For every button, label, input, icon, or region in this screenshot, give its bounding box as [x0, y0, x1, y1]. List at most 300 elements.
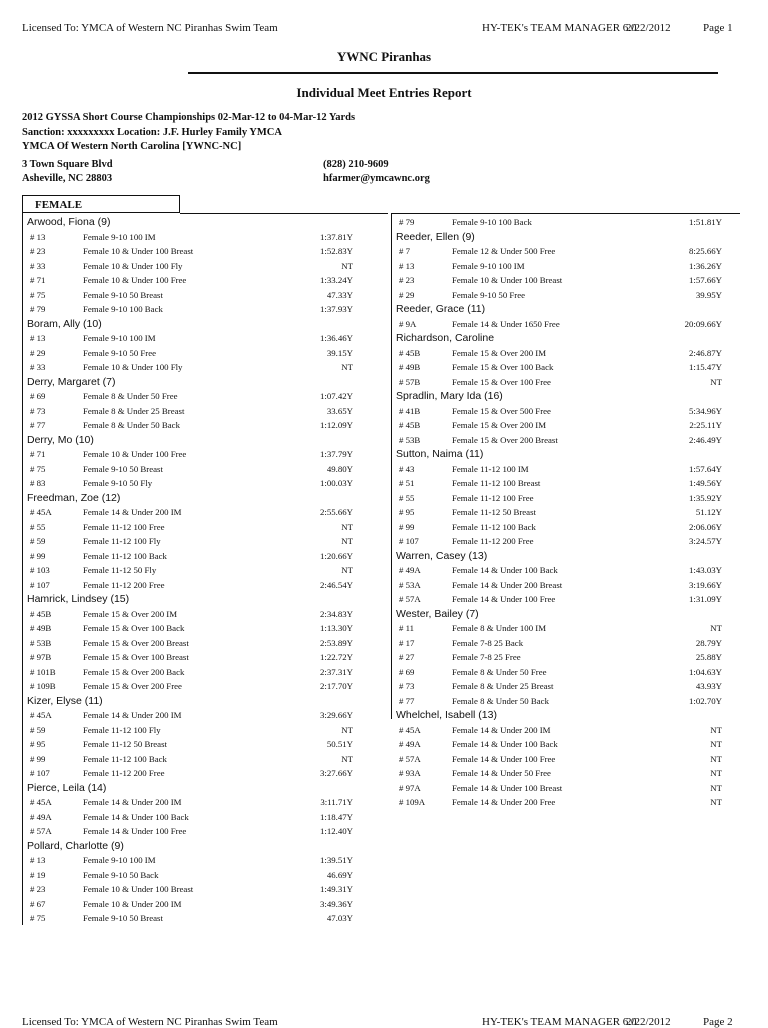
entry-seed-time: 1:02.70Y	[689, 695, 722, 706]
entry-event-number: # 97B	[30, 652, 52, 662]
entry-event-number: # 75	[30, 913, 46, 923]
entry-seed-time: 2:46.87Y	[689, 347, 722, 358]
entry-row	[392, 273, 757, 288]
entry-seed-time: 50.51Y	[326, 739, 353, 749]
entry-event-number: # 107	[30, 768, 50, 778]
entry-event-description: Female 10 & Under 100 Fly	[83, 362, 183, 372]
entry-event-description: Female 11-12 100 Breast	[452, 478, 541, 488]
entry-event-description: Female 11-12 50 Breast	[83, 739, 167, 749]
entry-seed-time: 3:11.71Y	[320, 797, 353, 807]
entry-seed-time: 1:57.66Y	[689, 275, 722, 285]
entry-row	[23, 853, 388, 868]
entry-seed-time: 46.69Y	[326, 869, 353, 880]
entry-row	[392, 360, 757, 375]
entry-event-description: Female 14 & Under 200 Free	[452, 797, 556, 807]
entry-event-number: # 41B	[399, 405, 421, 416]
address-line-1: 3 Town Square Blvd	[22, 159, 113, 170]
entry-row	[392, 404, 757, 419]
entry-event-description: Female 9-10 50 Breast	[83, 913, 163, 923]
entry-row	[23, 505, 388, 520]
entry-row	[392, 288, 757, 303]
entry-row	[23, 563, 388, 578]
entry-event-description: Female 9-10 50 Back	[83, 869, 159, 880]
entry-event-description: Female 14 & Under 100 Free	[452, 594, 556, 604]
entry-row	[23, 534, 388, 549]
entry-event-description: Female 14 & Under 100 Free	[452, 753, 556, 764]
entry-event-description: Female 14 & Under 100 Back	[452, 565, 558, 575]
entry-event-number: # 75	[30, 289, 46, 300]
entry-event-number: # 83	[30, 478, 46, 488]
entry-event-number: # 99	[30, 753, 46, 764]
entry-event-number: # 51	[399, 478, 415, 488]
entry-row	[23, 302, 388, 317]
entry-event-description: Female 9-10 100 IM	[83, 231, 156, 242]
entry-event-description: Female 11-12 100 Back	[83, 550, 167, 561]
entry-event-description: Female 14 & Under 100 Breast	[452, 782, 563, 793]
entry-seed-time: 1:52.83Y	[320, 246, 353, 256]
entry-event-description: Female 11-12 200 Free	[83, 768, 165, 778]
entry-event-description: Female 14 & Under 200 IM	[83, 710, 182, 720]
entry-event-number: # 45B	[399, 420, 421, 430]
entry-event-description: Female 7-8 25 Back	[452, 637, 524, 648]
entry-row	[23, 578, 388, 593]
entry-event-number: # 23	[399, 275, 415, 285]
entry-event-description: Female 15 & Over 500 Free	[452, 405, 551, 416]
entry-event-number: # 53A	[399, 579, 421, 590]
phone: (828) 210-9609	[323, 159, 389, 170]
entry-seed-time: 47.03Y	[326, 913, 353, 923]
entry-seed-time: 1:18.47Y	[320, 811, 353, 822]
swimmer-name: Reeder, Grace (11)	[396, 303, 486, 315]
entry-event-description: Female 11-12 100 IM	[452, 463, 529, 474]
entry-event-number: # 13	[399, 260, 415, 271]
entry-seed-time: NT	[341, 260, 353, 271]
entry-event-description: Female 11-12 200 Free	[83, 579, 165, 590]
entry-event-description: Female 14 & Under 200 IM	[83, 797, 182, 807]
entry-row	[23, 462, 388, 477]
entry-row	[392, 346, 757, 361]
entry-seed-time: NT	[341, 565, 353, 575]
entry-row	[392, 621, 757, 636]
entry-event-number: # 77	[399, 695, 415, 706]
entry-event-description: Female 11-12 100 Back	[452, 521, 536, 532]
entry-event-description: Female 14 & Under 200 IM	[452, 724, 551, 735]
entry-event-description: Female 10 & Under 100 Breast	[452, 275, 563, 285]
entry-seed-time: 1:31.09Y	[689, 594, 722, 604]
entry-seed-time: NT	[710, 768, 722, 778]
entry-event-description: Female 15 & Over 100 Back	[452, 362, 554, 372]
entry-event-description: Female 9-10 50 Breast	[83, 289, 163, 300]
entry-event-number: # 45A	[399, 724, 421, 735]
entry-event-number: # 73	[30, 405, 46, 416]
entry-event-number: # 43	[399, 463, 415, 474]
entry-event-number: # 75	[30, 463, 46, 474]
entry-event-description: Female 9-10 50 Free	[83, 347, 157, 358]
entry-event-description: Female 9-10 50 Fly	[83, 478, 153, 488]
swimmer-name: Richardson, Caroline	[396, 332, 495, 344]
entry-row	[23, 708, 388, 723]
entry-event-number: # 59	[30, 724, 46, 735]
entry-seed-time: NT	[341, 753, 353, 764]
entry-event-number: # 71	[30, 275, 46, 285]
header-rule	[188, 72, 718, 74]
entry-seed-time: 2:53.89Y	[320, 637, 353, 648]
entry-seed-time: 20:09.66Y	[684, 318, 722, 329]
entry-row	[392, 665, 757, 680]
entry-event-number: # 49A	[30, 811, 52, 822]
entry-seed-time: 1:36.26Y	[689, 260, 722, 271]
entry-seed-time: 3:24.57Y	[689, 536, 722, 546]
swimmer-name: Whelchel, Isabell (13)	[396, 709, 497, 721]
entry-event-number: # 57B	[399, 376, 421, 387]
entry-row	[23, 795, 388, 810]
entry-row	[392, 375, 757, 390]
entry-row	[23, 897, 388, 912]
entry-seed-time: NT	[710, 739, 722, 749]
entry-row	[392, 317, 757, 332]
entry-event-description: Female 15 & Over 200 Free	[83, 681, 182, 691]
entry-seed-time: 8:25.66Y	[689, 246, 722, 256]
meet-sanction: Sanction: xxxxxxxxx Location: J.F. Hurley Family YMCA	[22, 127, 282, 138]
entry-event-number: # 33	[30, 260, 46, 271]
entry-row	[392, 694, 757, 709]
swimmer-name: Pollard, Charlotte (9)	[27, 839, 124, 852]
entry-event-number: # 9A	[399, 318, 417, 329]
swimmer-name: Kizer, Elyse (11)	[27, 694, 103, 707]
entry-row	[392, 781, 757, 796]
entry-event-number: # 49A	[399, 739, 421, 749]
entry-event-description: Female 14 & Under 200 Breast	[452, 579, 563, 590]
entry-row	[23, 723, 388, 738]
entry-row	[23, 404, 388, 419]
entry-row	[23, 868, 388, 883]
entry-row	[392, 592, 757, 607]
entry-event-description: Female 11-12 200 Free	[452, 536, 534, 546]
entry-seed-time: 2:06.06Y	[689, 521, 722, 532]
entry-event-description: Female 11-12 100 Fly	[83, 536, 161, 546]
swimmer-name: Hamrick, Lindsey (15)	[27, 593, 130, 605]
entry-seed-time: 1:35.92Y	[689, 492, 722, 503]
entry-event-number: # 53B	[399, 434, 421, 445]
entry-event-description: Female 9-10 100 Back	[452, 217, 532, 227]
entry-event-description: Female 11-12 50 Breast	[452, 507, 536, 517]
swimmer-name: Reeder, Ellen (9)	[396, 230, 475, 243]
entry-seed-time: 1:49.56Y	[689, 478, 722, 488]
entry-event-number: # 19	[30, 869, 46, 880]
entry-row	[392, 636, 757, 651]
entry-seed-time: 47.33Y	[326, 289, 353, 300]
entry-event-description: Female 11-12 100 Back	[83, 753, 167, 764]
software-name: HY-TEK's TEAM MANAGER 6.0	[482, 22, 637, 34]
entry-seed-time: 1:07.42Y	[320, 391, 353, 401]
entry-event-description: Female 14 & Under 200 IM	[83, 507, 182, 517]
swimmer-name: Pierce, Leila (14)	[27, 781, 107, 794]
entry-event-number: # 17	[399, 637, 415, 648]
entry-seed-time: 1:37.93Y	[320, 304, 353, 314]
entry-row	[23, 621, 388, 636]
entry-seed-time: 28.79Y	[695, 637, 722, 648]
footer-page-number: Page 2	[703, 1016, 733, 1028]
entry-seed-time: 1:20.66Y	[320, 550, 353, 561]
entry-row	[392, 534, 757, 549]
entry-event-description: Female 15 & Over 100 Free	[452, 376, 551, 387]
entry-row	[23, 273, 388, 288]
entry-seed-time: 3:29.66Y	[320, 710, 353, 720]
entry-row	[392, 433, 757, 448]
swimmer-name: Spradlin, Mary Ida (16)	[396, 390, 503, 402]
entry-seed-time: 1:12.09Y	[320, 420, 353, 430]
entry-event-description: Female 8 & Under 25 Breast	[452, 681, 554, 691]
entry-event-description: Female 8 & Under 50 Back	[452, 695, 549, 706]
entry-event-number: # 79	[399, 217, 415, 227]
entry-seed-time: NT	[341, 536, 353, 546]
entry-seed-time: 2:25.11Y	[689, 420, 722, 430]
entry-event-number: # 45B	[399, 347, 421, 358]
entry-row	[392, 505, 757, 520]
entry-event-number: # 95	[30, 739, 46, 749]
report-title: Individual Meet Entries Report	[296, 85, 472, 100]
entry-row	[23, 346, 388, 361]
entry-seed-time: 2:46.54Y	[320, 579, 353, 590]
entry-event-description: Female 10 & Under 100 Free	[83, 449, 187, 459]
entry-seed-time: 3:27.66Y	[320, 768, 353, 778]
entry-event-number: # 45A	[30, 797, 52, 807]
entry-event-description: Female 15 & Over 200 Breast	[83, 637, 189, 648]
entry-row	[23, 665, 388, 680]
swimmer-name: Wester, Bailey (7)	[396, 607, 479, 620]
entry-event-description: Female 15 & Over 100 Breast	[83, 652, 189, 662]
entry-event-description: Female 11-12 100 Free	[83, 521, 165, 532]
entry-row	[392, 476, 757, 491]
entry-row	[23, 911, 388, 926]
entry-event-number: # 23	[30, 246, 46, 256]
entry-event-number: # 11	[399, 623, 415, 633]
entry-seed-time: 2:17.70Y	[320, 681, 353, 691]
entry-event-description: Female 15 & Over 200 IM	[83, 608, 178, 619]
entry-event-description: Female 8 & Under 100 IM	[452, 623, 547, 633]
entry-row	[392, 578, 757, 593]
entry-seed-time: 3:19.66Y	[689, 579, 722, 590]
entry-event-number: # 73	[399, 681, 415, 691]
entry-event-number: # 101B	[30, 666, 56, 677]
entry-event-number: # 99	[399, 521, 415, 532]
entry-row	[392, 244, 757, 259]
footer-report-date: 2/22/2012	[626, 1016, 671, 1028]
entry-event-description: Female 10 & Under 200 IM	[83, 898, 182, 909]
entry-row	[23, 447, 388, 462]
meet-title: 2012 GYSSA Short Course Championships 02-Mar-12 to 04-Mar-12 Yards	[22, 112, 356, 123]
entry-seed-time: 1:13.30Y	[320, 623, 353, 633]
entry-event-number: # 33	[30, 362, 46, 372]
entry-seed-time: 33.65Y	[326, 405, 353, 416]
entry-row	[392, 418, 757, 433]
entry-seed-time: 1:43.03Y	[689, 565, 722, 575]
entry-row	[23, 230, 388, 245]
entry-event-description: Female 12 & Under 500 Free	[452, 246, 556, 256]
licensed-to: Licensed To: YMCA of Western NC Piranhas Swim Team	[22, 22, 278, 34]
entry-event-description: Female 8 & Under 50 Back	[83, 420, 180, 430]
entry-event-number: # 109B	[30, 681, 56, 691]
entry-event-number: # 67	[30, 898, 46, 909]
section-label: FEMALE	[22, 195, 180, 213]
entry-row	[23, 520, 388, 535]
entry-row	[392, 215, 757, 230]
entry-event-description: Female 9-10 100 IM	[83, 855, 156, 865]
entry-seed-time: 1:57.64Y	[689, 463, 722, 474]
entry-seed-time: 1:00.03Y	[320, 478, 353, 488]
entry-row	[23, 882, 388, 897]
entry-event-number: # 69	[30, 391, 46, 401]
entry-row	[23, 389, 388, 404]
entry-row	[23, 737, 388, 752]
footer-licensed-to: Licensed To: YMCA of Western NC Piranhas Swim Team	[22, 1016, 278, 1028]
entry-seed-time: 1:49.31Y	[320, 884, 353, 894]
entry-seed-time: 1:37.79Y	[320, 449, 353, 459]
entries-column-left	[23, 215, 388, 926]
entry-event-number: # 93A	[399, 768, 421, 778]
entry-row	[392, 462, 757, 477]
entry-event-number: # 45B	[30, 608, 52, 619]
entry-row	[392, 723, 757, 738]
entry-seed-time: 2:55.66Y	[320, 507, 353, 517]
entry-seed-time: 2:37.31Y	[320, 666, 353, 677]
section-divider-left	[180, 213, 388, 214]
address-line-2: Asheville, NC 28803	[22, 173, 113, 184]
entry-event-description: Female 10 & Under 100 Breast	[83, 246, 194, 256]
entry-event-description: Female 8 & Under 50 Free	[452, 666, 547, 677]
entry-seed-time: 1:37.81Y	[320, 231, 353, 242]
entry-event-description: Female 9-10 50 Free	[452, 289, 526, 300]
entry-event-description: Female 8 & Under 50 Free	[83, 391, 178, 401]
entry-event-number: # 13	[30, 231, 46, 242]
entry-seed-time: 1:22.72Y	[320, 652, 353, 662]
entry-seed-time: NT	[341, 724, 353, 735]
entry-event-number: # 13	[30, 333, 46, 343]
entry-seed-time: NT	[710, 724, 722, 735]
entry-event-number: # 49A	[399, 565, 421, 575]
entry-event-number: # 77	[30, 420, 46, 430]
entry-event-number: # 103	[30, 565, 50, 575]
entry-seed-time: 1:15.47Y	[689, 362, 722, 372]
entry-seed-time: 1:33.24Y	[320, 275, 353, 285]
entry-event-description: Female 14 & Under 50 Free	[452, 768, 551, 778]
entry-event-number: # 95	[399, 507, 415, 517]
swimmer-name: Arwood, Fiona (9)	[27, 216, 111, 228]
entry-seed-time: 39.15Y	[326, 347, 353, 358]
entry-seed-time: NT	[710, 623, 722, 633]
entry-event-description: Female 9-10 100 IM	[452, 260, 525, 271]
entry-event-number: # 29	[399, 289, 415, 300]
entry-event-number: # 49B	[399, 362, 421, 372]
entry-row	[392, 679, 757, 694]
entry-seed-time: 39.95Y	[695, 289, 722, 300]
entry-event-number: # 107	[30, 579, 50, 590]
section-divider-right	[392, 213, 740, 214]
entry-seed-time: NT	[710, 782, 722, 793]
entry-row	[23, 607, 388, 622]
entry-event-number: # 49B	[30, 623, 52, 633]
swimmer-name: Boram, Ally (10)	[27, 317, 102, 330]
entry-row	[392, 737, 757, 752]
entry-event-number: # 45A	[30, 507, 52, 517]
entry-row	[23, 259, 388, 274]
entry-row	[392, 795, 757, 810]
entry-seed-time: NT	[710, 376, 722, 387]
entry-event-number: # 57A	[30, 826, 52, 836]
entry-seed-time: NT	[341, 362, 353, 372]
entry-row	[392, 650, 757, 665]
entry-event-number: # 99	[30, 550, 46, 561]
entry-row	[392, 491, 757, 506]
entry-row	[23, 331, 388, 346]
entry-seed-time: 49.80Y	[326, 463, 353, 474]
entry-event-description: Female 14 & Under 100 Back	[83, 811, 189, 822]
entry-event-number: # 57A	[399, 753, 421, 764]
entry-row	[23, 810, 388, 825]
report-date: 2/22/2012	[626, 22, 671, 34]
email: hfarmer@ymcawnc.org	[323, 173, 430, 184]
team-name: YWNC Piranhas	[336, 49, 432, 64]
entry-event-description: Female 15 & Over 200 Breast	[452, 434, 558, 445]
entry-event-description: Female 9-10 100 Back	[83, 304, 163, 314]
entry-event-number: # 109A	[399, 797, 426, 807]
entry-event-number: # 107	[399, 536, 419, 546]
entry-event-number: # 27	[399, 652, 415, 662]
swimmer-name: Derry, Margaret (7)	[27, 375, 116, 388]
entry-seed-time: NT	[341, 521, 353, 532]
entry-row	[23, 650, 388, 665]
entry-row	[23, 679, 388, 694]
entry-event-description: Female 9-10 50 Breast	[83, 463, 163, 474]
entry-row	[392, 563, 757, 578]
entry-row	[392, 520, 757, 535]
entry-event-number: # 79	[30, 304, 46, 314]
entry-event-number: # 69	[399, 666, 415, 677]
entry-seed-time: NT	[710, 753, 722, 764]
entry-seed-time: 3:49.36Y	[320, 898, 353, 909]
entry-seed-time: 1:39.51Y	[320, 855, 353, 865]
entry-seed-time: NT	[710, 797, 722, 807]
entry-event-number: # 57A	[399, 594, 421, 604]
entry-event-description: Female 15 & Over 200 Back	[83, 666, 185, 677]
entry-event-number: # 59	[30, 536, 46, 546]
entry-event-description: Female 11-12 100 Fly	[83, 724, 161, 735]
entry-event-number: # 55	[399, 492, 415, 503]
footer-software-name: HY-TEK's TEAM MANAGER 6.0	[482, 1016, 637, 1028]
entry-row	[392, 259, 757, 274]
entry-event-description: Female 10 & Under 100 Breast	[83, 884, 194, 894]
entry-event-description: Female 15 & Over 200 IM	[452, 347, 547, 358]
entry-event-number: # 71	[30, 449, 46, 459]
entry-event-number: # 13	[30, 855, 46, 865]
entry-event-number: # 97A	[399, 782, 421, 793]
entry-row	[392, 766, 757, 781]
entry-event-description: Female 14 & Under 100 Back	[452, 739, 558, 749]
entry-seed-time: 2:46.49Y	[689, 434, 722, 445]
entry-row	[23, 288, 388, 303]
entries-column-right	[392, 215, 757, 810]
entry-row	[23, 418, 388, 433]
entry-event-description: Female 14 & Under 1650 Free	[452, 318, 560, 329]
entry-seed-time: 43.93Y	[695, 681, 722, 691]
entry-event-number: # 29	[30, 347, 46, 358]
entry-event-description: Female 15 & Over 100 Back	[83, 623, 185, 633]
entry-event-description: Female 7-8 25 Free	[452, 652, 521, 662]
entry-seed-time: 25.88Y	[695, 652, 722, 662]
entry-event-description: Female 9-10 100 IM	[83, 333, 156, 343]
entry-event-description: Female 10 & Under 100 Free	[83, 275, 187, 285]
entry-row	[23, 752, 388, 767]
